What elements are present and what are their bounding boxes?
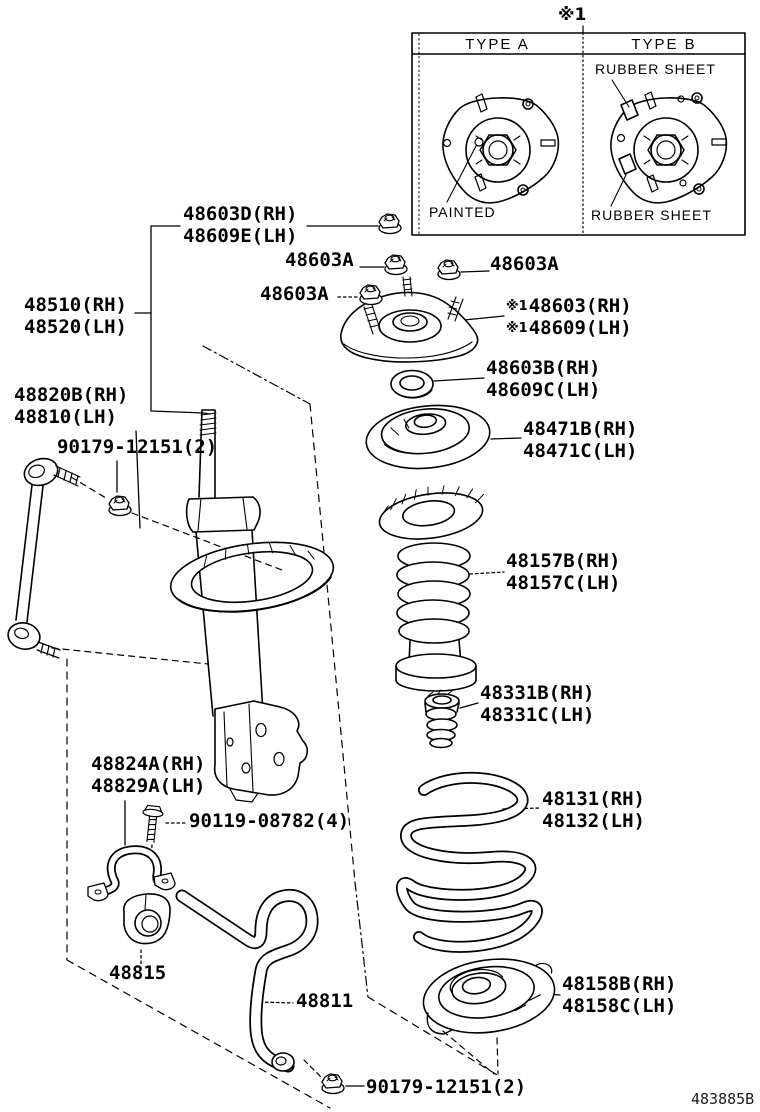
stabilizer-link-drawing (5, 454, 80, 658)
spring-lower-seat-drawing (419, 951, 560, 1041)
spring-upper-seat-drawing (363, 400, 493, 475)
part-label-48824a: 48824A(RH) 48829A(LH) (91, 753, 206, 797)
part-label-48603d: 48603D(RH) 48609E(LH) (183, 203, 298, 247)
part-label-48157b: 48157B(RH) 48157C(LH) (506, 550, 621, 594)
part-label-48603a-3: 48603A (490, 253, 559, 275)
flange-nut-icon (438, 260, 460, 280)
flange-nut-icon (360, 285, 382, 305)
part-label-90179-lower: 90179-12151(2) (366, 1076, 527, 1098)
stabilizer-bar-drawing (182, 895, 312, 1071)
part-label-48158b: 48158B(RH) 48158C(LH) (562, 973, 677, 1017)
painted-callout: PAINTED (429, 204, 496, 220)
coil-spring-drawing (402, 778, 537, 947)
part-label-48603a-2: 48603A (260, 283, 329, 305)
part-label-48603a-1: 48603A (285, 249, 354, 271)
inset-type-b-header: TYPE B (631, 36, 697, 53)
part-label-48510: 48510(RH) 48520(LH) (24, 294, 127, 338)
rubber-sheet-callout-top: RUBBER SHEET (595, 61, 716, 77)
shock-absorber-drawing (166, 410, 338, 802)
part-label-90119: 90119-08782(4) (189, 810, 350, 832)
flange-nut-icon (385, 255, 407, 275)
support-dust-seal-drawing (391, 371, 433, 399)
inset-type-a-header: TYPE A (465, 36, 530, 53)
flange-nut-icon (379, 214, 401, 234)
flange-bolt-icon (140, 805, 164, 843)
part-label-90179-upper: 90179-12151(2) (57, 436, 218, 458)
part-label-48811: 48811 (296, 990, 354, 1012)
stabilizer-bushing-drawing (124, 894, 170, 944)
part-label-48820b: 48820B(RH) 48810(LH) (14, 384, 129, 428)
stabilizer-bracket-drawing (88, 850, 175, 901)
flange-nut-icon (322, 1074, 344, 1094)
leader-lines (117, 226, 560, 1086)
diagram-code: 483885B (691, 1090, 755, 1108)
part-label-48603b: 48603B(RH) 48609C(LH) (486, 357, 601, 401)
part-label-48131: 48131(RH) 48132(LH) (542, 788, 645, 832)
inset-reference-mark: ※1 (558, 5, 587, 25)
part-label-48815: 48815 (109, 962, 167, 984)
spring-bumper-drawing (425, 690, 459, 748)
part-label-48331b: 48331B(RH) 48331C(LH) (480, 682, 595, 726)
spring-dust-cover-drawing (375, 480, 488, 691)
flange-nut-icon (109, 496, 131, 516)
rubber-sheet-callout-bottom: RUBBER SHEET (591, 207, 712, 223)
part-label-48471b: 48471B(RH) 48471C(LH) (523, 418, 638, 462)
part-label-48603: ※148603(RH) ※148609(LH) (506, 295, 632, 339)
